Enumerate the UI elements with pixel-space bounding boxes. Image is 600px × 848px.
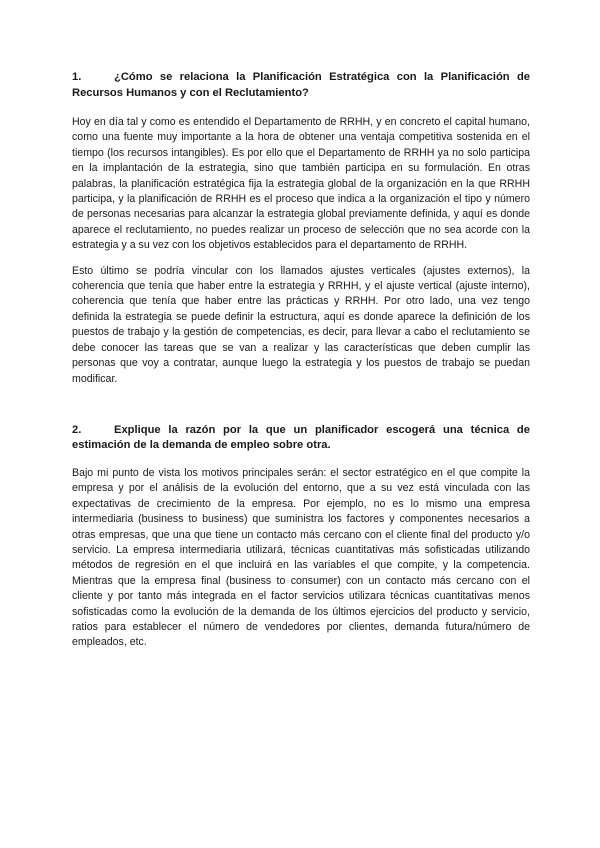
- answer-2-paragraph-1: Bajo mi punto de vista los motivos principales serán: el sector estratégico en el que compite la empresa y por el análisis de la evolución del entorno, que a su vez está vinculada con las expectativas de crecimiento de la empresa. Por ejemplo, no es lo mismo una empresa intermediaria (business to business) que suministra los factores y componentes necesarios a otras empresas, que una que tiene un contacto más cercano con el cliente final del producto y/o servicio. La empresa intermediaria utilizará, técnicas cuantitativas más sofisticadas utilizando métodos de regresión en el que incluirá en las variables el que compite, y la competencia. Mientras que la empresa final (business to consumer) con un contacto más cercano con el cliente y por tanto más integrada en el factor servicios utilizara técnicas cuantitativas menos sofisticadas como la evolución de la demanda de los últimos ejercicios del producto y servicio, ratios para establecer el número de vendedores por clientes, demanda futura/número de empleados, etc.: [72, 466, 530, 649]
- question-2-number: 2.: [72, 423, 82, 436]
- document-page: [72, 70, 530, 651]
- question-1-text: ¿Cómo se relaciona la Planificación Estratégica con la Planificación de Recursos Humanos y con el Reclutamiento?: [72, 71, 530, 99]
- question-2-text: Explique la razón por la que un planificador escogerá una técnica de estimación de la demanda de empleo sobre otra.: [72, 423, 530, 452]
- question-2-heading: [72, 423, 530, 454]
- answer-1-paragraph-1: Hoy en día tal y como es entendido el Departamento de RRHH, y en concreto el capital humano, como una fuente muy importante a la hora de obtener una ventaja competitiva sostenida en el tiempo (los recursos intangibles). Es por ello que el Departamento de RRHH ya no solo participa en la implantación de la estrategia, sino que también participa en su formulación. En otras palabras, la planificación estratégica fija la estrategia global de la organización en la que RRHH participa, y la planificación de RRHH es el proceso que indica a la organización el tipo y número de personas necesarias para alcanzar la estrategia global previamente definida, y aquí es donde aparece el reclutamiento, no puedes realizar un proceso de selección que no sea acorde con la estrategia y a su vez con los objetivos establecidos para el departamento de RRHH.: [72, 116, 530, 252]
- question-1-heading: [72, 70, 530, 101]
- question-1-number: 1.: [72, 71, 82, 83]
- answer-1-paragraph-2: Esto último se podría vincular con los llamados ajustes verticales (ajustes externos), la coherencia que tenía que haber entre la estrategia y RRHH, y el ajuste vertical (ajuste interno), coherencia que tenía que haber entre las prácticas y RRHH. Por otro lado, una vez tengo definida la estrategia se puede definir la estructura, aquí es donde aparece la definición de los puestos de trabajo y la gestión de competencias, es decir, para llevar a cabo el reclutamiento se debe conocer las tareas que se van a realizar y las características que deben cumplir las personas que voy a contratar, aunque luego la estrategia y los puestos de trabajo se puedan modificar.: [72, 264, 530, 385]
